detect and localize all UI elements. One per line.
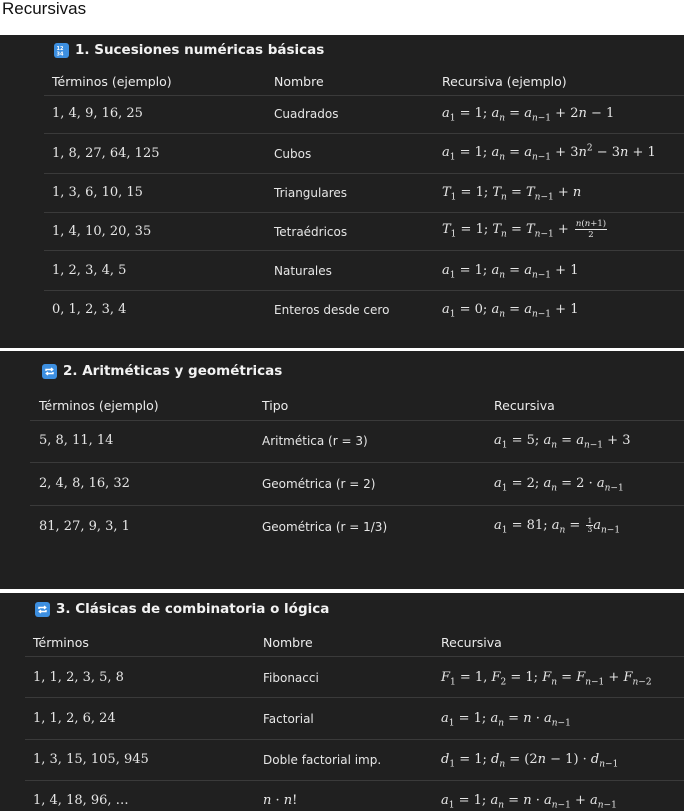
section-combinatorics	[0, 593, 684, 811]
terms-cell: 1, 4, 9, 16, 25	[52, 106, 143, 121]
column-header-type: Tipo	[262, 398, 289, 413]
recursive-cell: $a_1 = 2$; $a_n = 2 \cdot a_{n-1}$	[494, 476, 624, 494]
repeat-icon	[42, 364, 57, 379]
row-divider	[30, 420, 684, 421]
name-cell: Cuadrados	[274, 107, 339, 121]
terms-cell: 1, 1, 2, 6, 24	[33, 711, 116, 726]
page-title: Recursivas	[2, 0, 87, 18]
column-header-terms: Términos (ejemplo)	[39, 398, 159, 413]
name-cell: Doble factorial imp.	[263, 753, 382, 767]
recursive-cell: $a_1 = 5$; $a_n = a_{n-1} + 3$	[494, 433, 631, 451]
name-cell: Fibonacci	[263, 671, 319, 685]
section-title: 1. Sucesiones numéricas básicas	[75, 42, 325, 58]
name-cell: Aritmética (r = 3)	[262, 434, 368, 448]
svg-text:34: 34	[56, 51, 64, 56]
name-cell: Naturales	[274, 264, 332, 278]
recursive-cell: $a_1 = 0$; $a_n = a_{n-1} + 1$	[442, 302, 579, 320]
recursive-cell: $F_1 = 1$, $F_2 = 1$; $F_n = F_{n-1} + F_{n-2}$	[441, 670, 652, 688]
section-header	[54, 42, 324, 58]
section-arithmetic-geometric	[0, 351, 684, 589]
terms-cell: 1, 8, 27, 64, 125	[52, 146, 160, 161]
recursive-cell: $a_1 = 1$; $a_n = a_{n-1} + 3n^2 - 3n + 1$	[442, 143, 656, 163]
name-cell: Triangulares	[274, 186, 348, 200]
recursive-cell: $a_1 = 1$; $a_n = n \cdot a_{n-1}$	[441, 711, 571, 729]
recursive-cell: $T_1 = 1$; $T_n = T_{n-1}$ + $\frac{n(n+1)}{2}$	[442, 219, 607, 240]
row-divider	[25, 780, 684, 781]
column-header-recursive: Recursiva (ejemplo)	[442, 74, 567, 89]
recursive-cell: $T_1 = 1$; $T_n = T_{n-1} + n$	[442, 185, 582, 203]
terms-cell: 81, 27, 9, 3, 1	[39, 519, 130, 534]
column-header-name: Nombre	[274, 74, 324, 89]
name-cell: Geométrica (r = 2)	[262, 477, 376, 491]
column-header-terms: Términos (ejemplo)	[52, 74, 172, 89]
row-divider	[44, 133, 684, 134]
repeat-icon	[35, 602, 50, 617]
row-divider	[44, 250, 684, 251]
column-header-terms: Términos	[33, 635, 89, 650]
svg-text:12: 12	[56, 45, 64, 52]
name-cell: n · n!	[263, 793, 298, 808]
row-divider	[30, 505, 684, 506]
terms-cell: 1, 4, 18, 96, …	[33, 793, 129, 808]
row-divider	[44, 95, 684, 96]
name-cell: Tetraédricos	[274, 225, 348, 239]
column-header-recursive: Recursiva	[441, 635, 502, 650]
section-header	[35, 601, 329, 617]
name-cell: Factorial	[263, 712, 314, 726]
row-divider	[30, 462, 684, 463]
terms-cell: 5, 8, 11, 14	[39, 433, 114, 448]
recursive-cell: $a_1 = 1$; $a_n = a_{n-1} + 1$	[442, 263, 579, 281]
terms-cell: 2, 4, 8, 16, 32	[39, 476, 130, 491]
recursive-cell: $a_1 = 1$; $a_n = a_{n-1} + 2n - 1$	[442, 106, 615, 124]
numbers-icon	[54, 43, 69, 58]
recursive-cell: $d_1 = 1$; $d_n = (2n - 1) \cdot d_{n-1}$	[441, 752, 619, 770]
section-title: 2. Aritméticas y geométricas	[63, 363, 283, 379]
row-divider	[44, 173, 684, 174]
terms-cell: 0, 1, 2, 3, 4	[52, 302, 127, 317]
name-cell: Cubos	[274, 147, 312, 161]
recursive-cell: $a_1 = 1$; $a_n = n \cdot a_{n-1} + a_{n-1}$	[441, 793, 617, 811]
terms-cell: 1, 4, 10, 20, 35	[52, 224, 152, 239]
section-basic-sequences	[0, 35, 684, 348]
row-divider	[44, 290, 684, 291]
row-divider	[44, 212, 684, 213]
name-cell: Enteros desde cero	[274, 303, 390, 317]
section-title: 3. Clásicas de combinatoria o lógica	[56, 601, 330, 617]
column-header-name: Nombre	[263, 635, 313, 650]
column-header-recursive: Recursiva	[494, 398, 555, 413]
name-cell: Geométrica (r = 1/3)	[262, 520, 388, 534]
terms-cell: 1, 3, 15, 105, 945	[33, 752, 149, 767]
recursive-cell: $a_1 = 81$; $a_n$ = $\frac{1}{3}$ $a_{n-1}$	[494, 516, 621, 536]
section-header	[42, 363, 282, 379]
row-divider	[25, 697, 684, 698]
terms-cell: 1, 2, 3, 4, 5	[52, 263, 127, 278]
row-divider	[25, 656, 684, 657]
terms-cell: 1, 1, 2, 3, 5, 8	[33, 670, 124, 685]
row-divider	[25, 739, 684, 740]
terms-cell: 1, 3, 6, 10, 15	[52, 185, 143, 200]
